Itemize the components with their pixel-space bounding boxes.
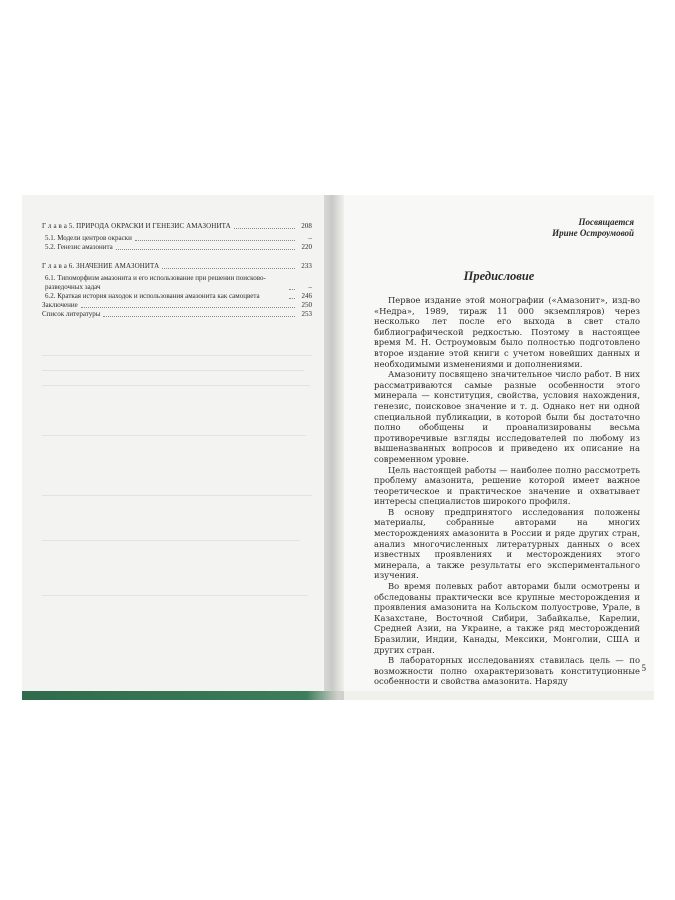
toc-entry-page: – <box>308 234 312 242</box>
left-page <box>22 195 324 692</box>
toc-row <box>42 243 312 252</box>
page-edge <box>344 691 654 700</box>
toc-row <box>42 222 312 231</box>
toc-entry-title: Г л а в а 6. ЗНАЧЕНИЕ АМАЗОНИТА <box>42 262 160 270</box>
paragraph: Во время полевых работ авторами были осмотрены и обследованы практически все крупные месторождения и проявления амазонита на Кольском полуострове, Урале, в Казахстане, Восточной Сибири, Забайкалье, Карелии, Средней Азии, на Украине, а также ряд месторождений Бразилии, Индии, Канады, Мексики, Монголии, США и других стран. <box>374 581 640 655</box>
toc-leader-dots <box>289 298 295 299</box>
toc-leader-dots <box>116 249 295 250</box>
toc-entry-title: Заключение <box>42 301 78 309</box>
toc-entry-title: 6.2. Краткая история находок и использования амазонита как самоцвета <box>45 292 260 300</box>
toc-row <box>42 310 312 319</box>
toc-row <box>42 301 312 310</box>
toc-leader-dots <box>162 268 295 269</box>
toc-row <box>42 274 312 292</box>
toc-entry-title: Г л а в а 5. ПРИРОДА ОКРАСКИ И ГЕНЕЗИС АМАЗОНИТА <box>42 222 231 230</box>
right-page <box>344 195 654 692</box>
toc-entry-page: 233 <box>301 262 312 270</box>
toc-leader-dots <box>234 228 295 229</box>
toc-entry-page: 220 <box>301 243 312 251</box>
paragraph: В основу предпринятого исследования положены материалы, собранные авторами на многих месторождениях амазонита в России и ряде других стран, анализ многочисленных литературных данных о всех известных проявлениях и месторождениях этого минерала, а также результаты его экспериментального изучения. <box>374 506 640 581</box>
dedication <box>552 217 634 239</box>
book-spread <box>22 195 654 700</box>
paragraph: Амазониту посвящено значительное число работ. В них рассматриваются самые разные особенности этого минерала — конституция, свойства, условия нахождения, генезис, поисковое значение и т. д. Однако нет ни одной специальной публикации, в которой были бы достаточно полно обобщены и проанализированы весьма противоречивые взгляды исследователей по любому из вышеназванных вопросов и приведено их описание на современном уровне. <box>374 369 640 464</box>
toc-row <box>42 292 312 301</box>
book-gutter <box>324 195 344 692</box>
toc-leader-dots <box>103 316 295 317</box>
toc-entry-page: 250 <box>301 301 312 309</box>
table-of-contents <box>42 217 312 319</box>
toc-leader-dots <box>135 240 295 241</box>
toc-leader-dots <box>289 289 295 290</box>
page-number: 5 <box>641 663 646 673</box>
paragraph: Первое издание этой монографии («Амазонит», изд-во «Недра», 1989, тираж 11 000 экземпляров) через несколько лет после его выхода в свет стало библиографической редкостью. Поэтому в настоящее время М. Н. Остроумовым было полностью подготовлено второе издание этой книги с учетом новейших данных и необходимыми изменениями и дополнениями. <box>374 295 640 369</box>
toc-entry-page: 253 <box>301 310 312 318</box>
paragraph: В лабораторных исследованиях ставилась цель — по возможности полно охарактеризовать конституционные особенности и свойства амазонита. Наряду <box>374 655 640 687</box>
toc-row <box>42 262 312 271</box>
toc-entry-page: 246 <box>301 292 312 300</box>
toc-entry-page: – <box>308 283 312 291</box>
toc-entry-title: 5.1. Модели центров окраски <box>45 234 132 242</box>
dedication-name: Ирине Остроумовой <box>552 228 634 238</box>
toc-row <box>42 234 312 243</box>
body-text <box>374 295 640 687</box>
dedication-line: Посвящается <box>578 217 634 227</box>
toc-entry-title: 6.1. Типоморфизм амазонита и его использование при решении поисково-разведочных задач <box>45 274 266 291</box>
toc-leader-dots <box>81 307 295 308</box>
toc-entry-title: Список литературы <box>42 310 101 318</box>
section-heading: Предисловие <box>463 269 535 283</box>
toc-entry-title: 5.2. Генезис амазонита <box>45 243 113 251</box>
paragraph: Цель настоящей работы — наиболее полно рассмотреть проблему амазонита, решение которой имеет важное теоретическое и практическое значение и охватывает интересы специалистов широкого профиля. <box>374 464 640 507</box>
toc-entry-page: 208 <box>301 222 312 230</box>
